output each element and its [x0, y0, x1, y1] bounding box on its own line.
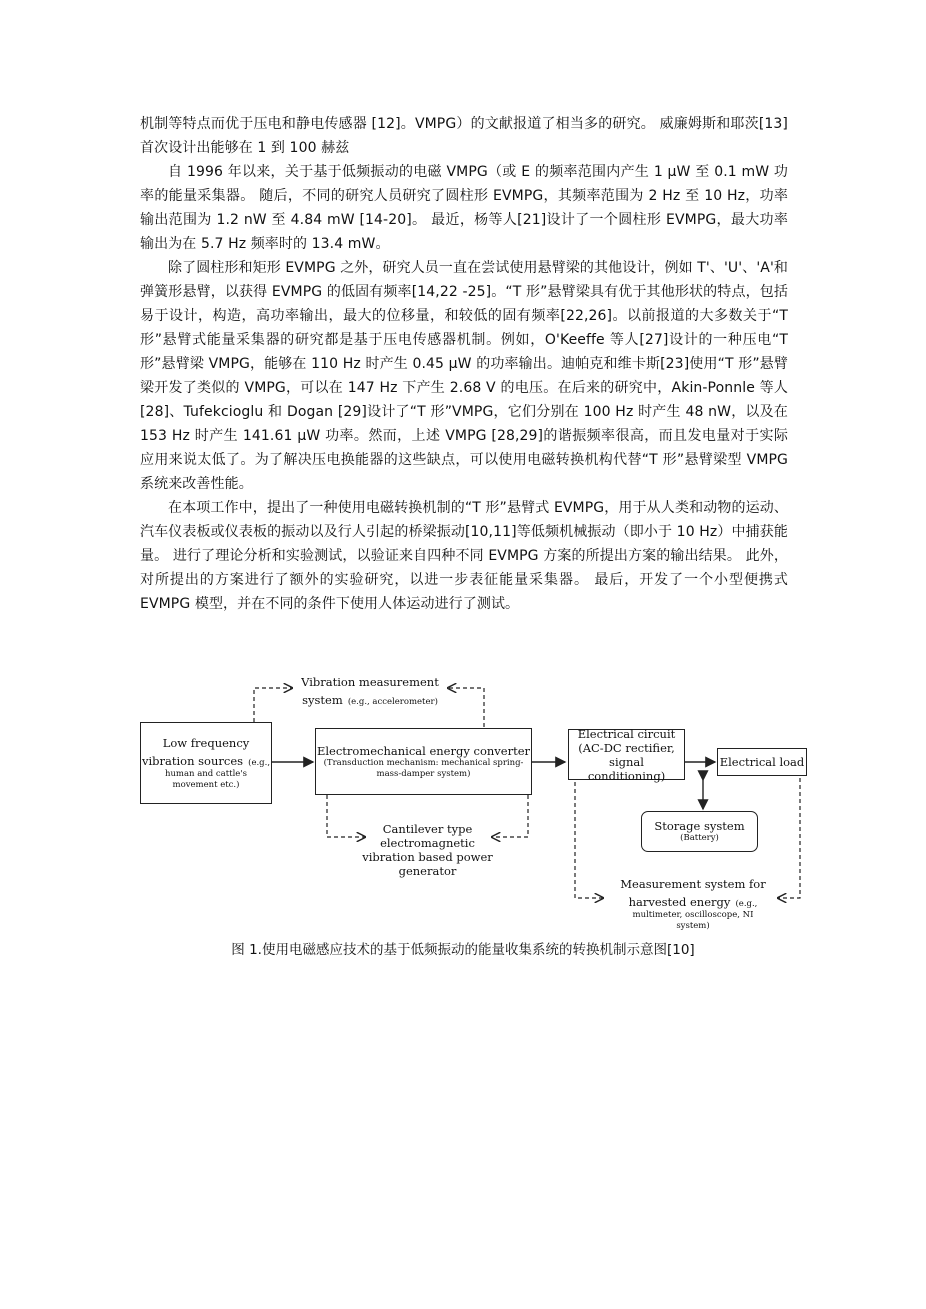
body-text	[140, 112, 788, 616]
electrical-circuit-box: Electrical circuit (AC-DC rectifier, signal conditioning)	[568, 729, 685, 780]
paragraph-4: 在本项工作中，提出了一种使用电磁转换机制的“T 形”悬臂式 EVMPG，用于从人类和动物的运动、汽车仪表板或仪表板的振动以及行人引起的桥梁振动[10,11]等低频机械振动（即小于 10 Hz）中捕获能量。 进行了理论分析和实验测试，以验证来自四种不同 EVMPG 方案的所提出方案的输出结果。 此外，对所提出的方案进行了额外的实验研究，以进一步表征能量采集器。 最后，开发了一个小型便携式 EVMPG 模型，并在不同的条件下使用人体运动进行了测试。	[140, 500, 788, 612]
energy-converter-box: Electromechanical energy converter (Transduction mechanism: mechanical spring- mass-damper system)	[315, 728, 532, 795]
dashed-source-to-measurement	[254, 688, 292, 722]
figure-diagram	[130, 672, 820, 937]
storage-system-box: Storage system (Battery)	[641, 811, 758, 852]
dashed-converter-to-cantilever-right	[492, 795, 528, 837]
vibration-measurement-label: Vibration measurement system (e.g., accelerometer)	[301, 675, 439, 707]
paragraph-3: 除了圆柱形和矩形 EVMPG 之外，研究人员一直在尝试使用悬臂梁的其他设计，例如 T'、'U'、'A'和弹簧形悬臂，以获得 EVMPG 的低固有频率[14,22 -25]。“T 形”悬臂梁具有优于其他形状的特点，包括易于设计，构造，高功率输出，最大的位移量，和较低的固有频率[22,26]。以前报道的大多数关于“T 形”悬臂式能量采集器的研究都是基于压电传感器机制。例如，O'Keeffe 等人[27]设计的一种压电“T 形”悬臂梁 VMPG，能够在 110 Hz 时产生 0.45 μW 的功率输出。迪帕克和维卡斯[23]使用“T 形”悬臂梁开发了类似的 VMPG，可以在 147 Hz 下产生 2.68 V 的电压。在后来的研究中，Akin-Ponnle 等人 [28]、Tufekcioglu 和 Dogan [29]设计了“T 形”VMPG，它们分别在 100 Hz 时产生 48 nW，以及在 153 Hz 时产生 141.61 μW 功率。然而，上述 VMPG [28,29]的谐振频率很高，而且发电量对于实际应用来说太低了。为了解决压电换能器的这些缺点，可以使用电磁转换机构代替“T 形”悬臂梁型 VMPG 系统来改善性能。	[140, 260, 788, 492]
figure-caption: 图 1.使用电磁感应技术的基于低频振动的能量收集系统的转换机制示意图[10]	[231, 942, 695, 958]
cantilever-generator-label: Cantilever type electromagnetic vibration based power generator	[362, 822, 493, 878]
measurement-system-label: Measurement system for harvested energy (e.g., multimeter, oscilloscope, NI system)	[620, 877, 766, 931]
paragraph-1: 机制等特点而优于压电和静电传感器 [12]。VMPG）的文献报道了相当多的研究。 威廉姆斯和耶茨[13]首次设计出能够在 1 到 100 赫兹	[140, 116, 788, 156]
paragraph-2: 自 1996 年以来，关于基于低频振动的电磁 VMPG（或 E 的频率范围内产生 1 μW 至 0.1 mW 功率的能量采集器。 随后，不同的研究人员研究了圆柱形 EVMPG，其频率范围为 2 Hz 至 10 Hz，功率输出范围为 1.2 nW 至 4.84 mW [14-20]。 最近，杨等人[21]设计了一个圆柱形 EVMPG，最大功率输出为在 5.7 Hz 频率时的 13.4 mW。	[140, 164, 788, 252]
low-frequency-source-box: Low frequency vibration sources (e.g., human and cattle's movement etc.)	[140, 722, 272, 804]
electrical-load-box: Electrical load	[717, 748, 807, 776]
dashed-load-to-measurement	[778, 778, 800, 898]
dashed-converter-to-measurement	[448, 688, 484, 727]
dashed-circuit-to-measurement	[575, 782, 603, 898]
